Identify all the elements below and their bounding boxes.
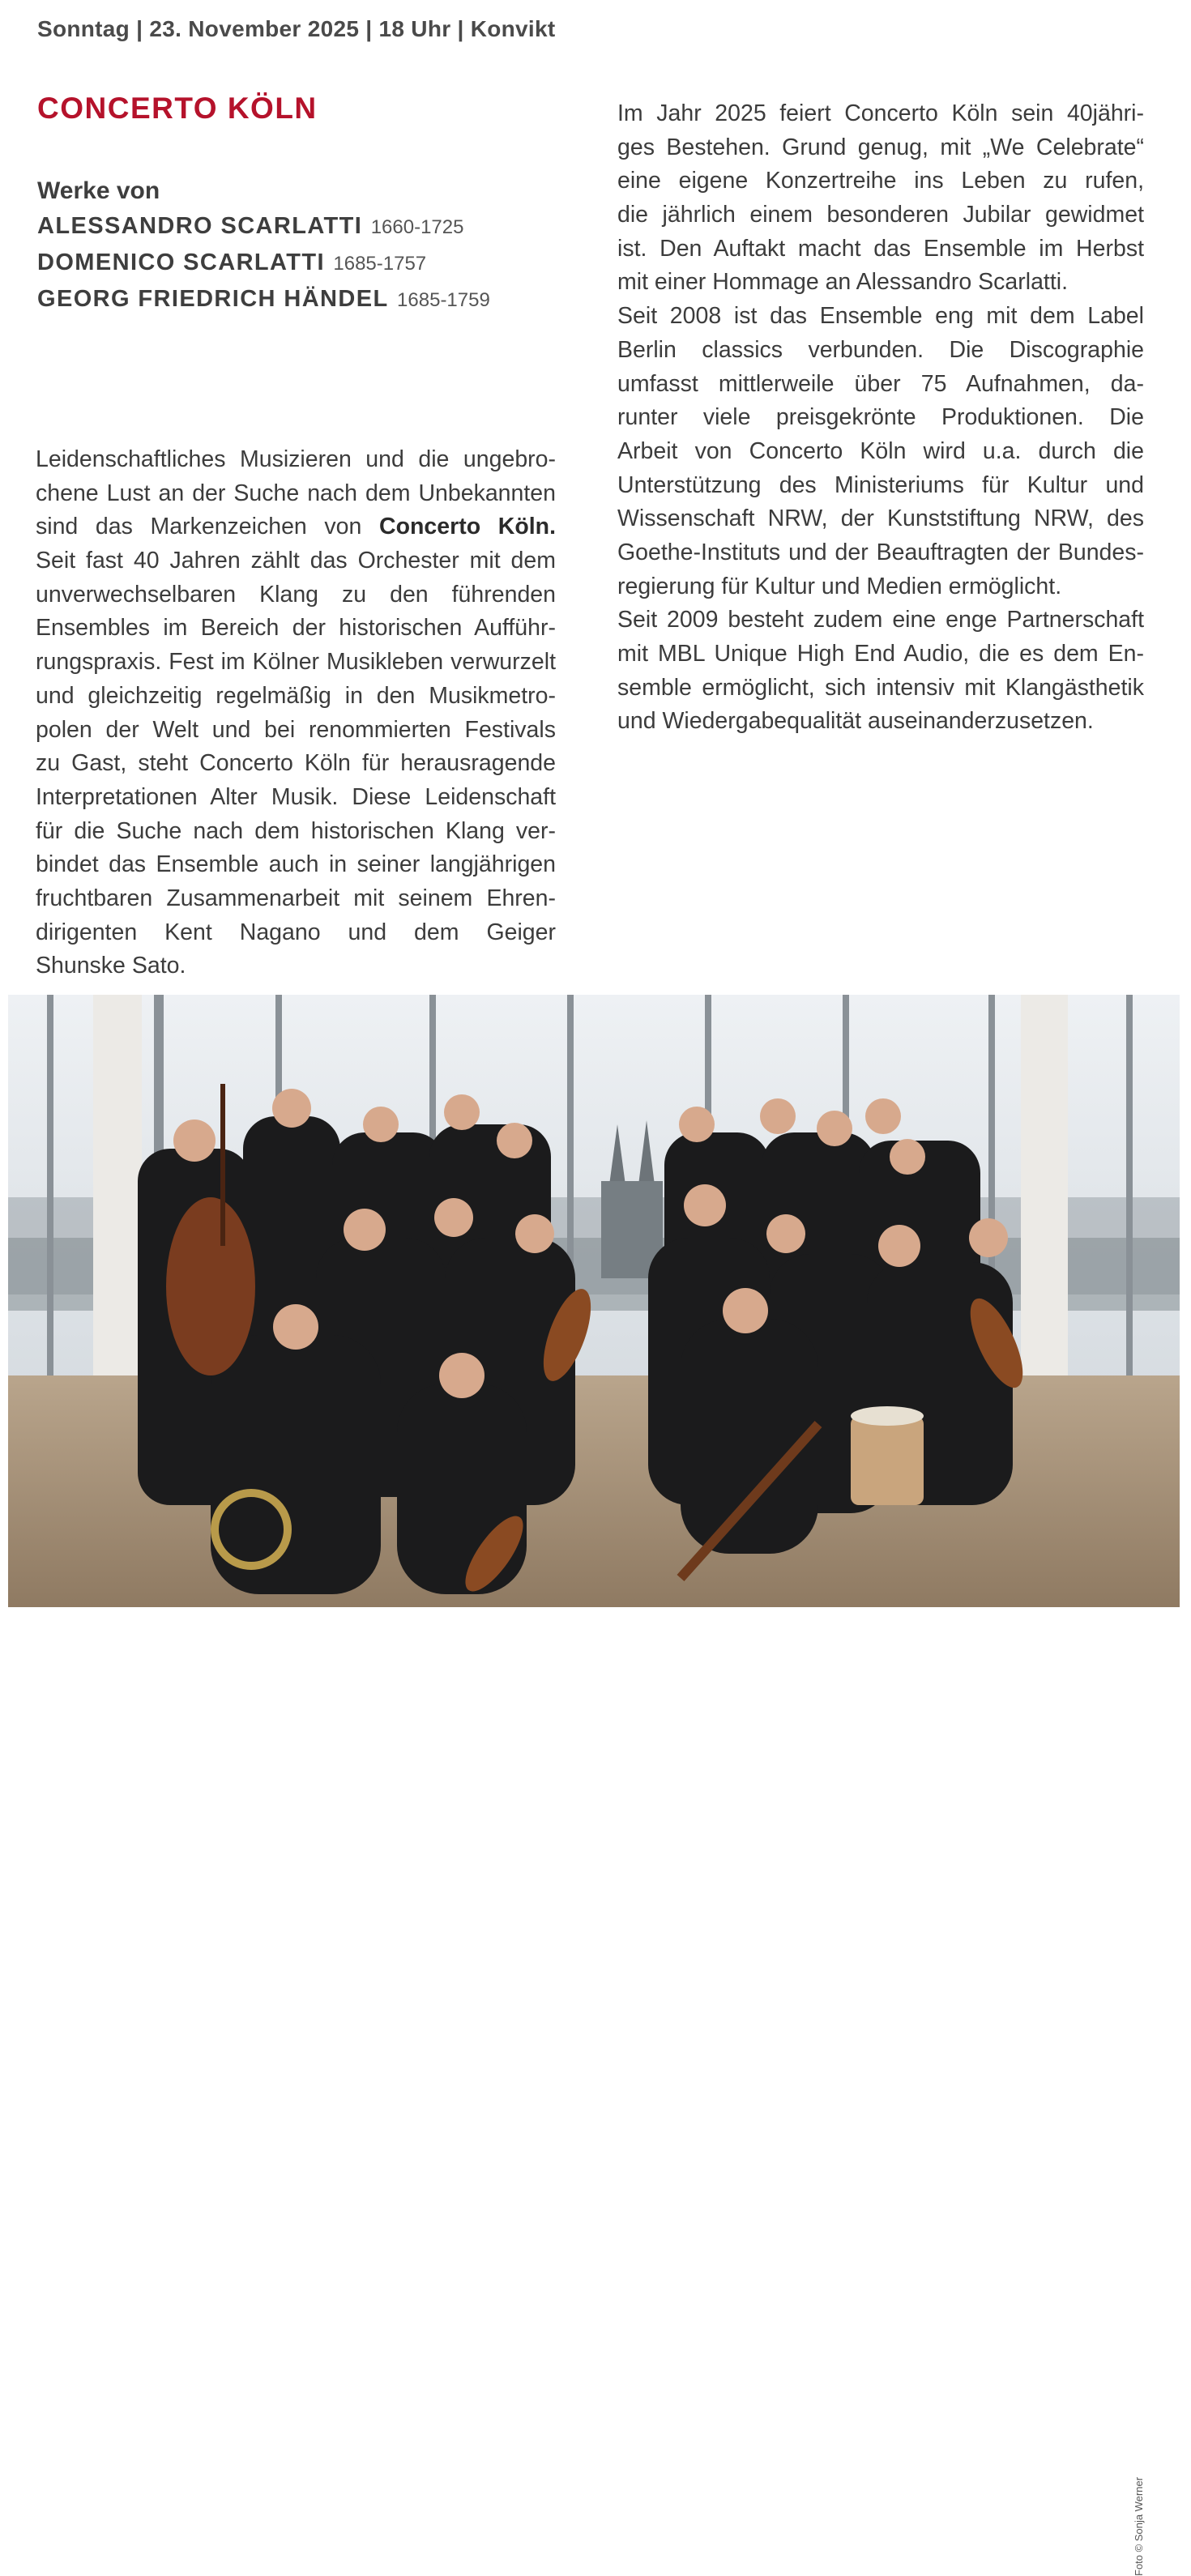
composer-row [37,245,572,281]
text-line: ist. Den Auftakt macht das Ensemble im Herbst [617,235,1144,262]
composer-name: GEORG FRIEDRICH HÄNDEL [37,286,389,312]
text-line: Unterstützung des Ministeriums für Kultur und [617,471,1144,498]
text-line: eine eigene Konzertreihe ins Leben zu rufen, [617,168,1144,194]
text-line: regierung für Kultur und Medien ermöglicht. [617,573,1062,599]
text-line: bindet das Ensemble auch in seiner langjährigen [36,851,556,878]
text-line: ges Bestehen. Grund genug, mit „We Celebrate“ [617,134,1144,160]
page-title: CONCERTO KÖLN [37,92,318,125]
text-line: Shunske Sato. [36,953,186,979]
works-intro: Werke von [37,177,160,204]
text-line: fruchtbaren Zusammenarbeit mit seinem Ehren- [36,885,556,911]
text-line: mit einer Hommage an Alessandro Scarlatti. [617,269,1069,296]
text-line: Seit fast 40 Jahren zählt das Orchester mit dem [36,548,556,574]
text-segment: sind das Markenzeichen von [36,514,380,540]
text-line: dirigenten Kent Nagano und dem Geiger [36,919,556,945]
works-list [37,174,572,318]
text-line: Interpretationen Alter Musik. Diese Leidenschaft [36,783,556,810]
text-line: polen der Welt und bei renommierten Festivals [36,716,556,743]
text-line: Goethe-Instituts und der Beauftragten der Bundes- [617,539,1144,565]
ensemble-photo [8,995,1180,2576]
event-date-header: Sonntag | 23. November 2025 | 18 Uhr | Konvikt [37,16,556,41]
text-line: Berlin classics verbunden. Die Discographie [617,336,1144,363]
composer-dates: 1660-1725 [370,216,464,238]
text-line: Leidenschaftliches Musizieren und die ungebro- [36,446,556,472]
text-line: chene Lust an der Suche nach dem Unbekannten [36,480,556,506]
photo-credit: Foto © Sonja Werner [1133,2476,1145,2576]
text-line: Arbeit von Concerto Köln wird u.a. durch die [617,437,1144,464]
anniversary-description [617,97,1144,739]
text-line: Seit 2009 besteht zudem eine enge Partnerschaft [617,607,1144,633]
text-line: für die Suche nach dem historischen Klang ver- [36,817,556,844]
text-line: rungspraxis. Fest im Kölner Musikleben verwurzelt [36,649,556,676]
text-line: umfasst mittlerweile über 75 Aufnahmen, da- [617,370,1144,397]
composer-row [37,281,572,318]
text-line: Im Jahr 2025 feiert Concerto Köln sein 40jähri- [617,100,1144,126]
composer-name: DOMENICO SCARLATTI [37,249,325,275]
composer-row [37,208,572,245]
text-line: zu Gast, steht Concerto Köln für herausragende [36,750,556,777]
text-line: runter viele preisgekrönte Produktionen. Die [617,404,1144,431]
composer-dates: 1685-1757 [333,253,427,275]
text-line: Ensembles im Bereich der historischen Aufführ- [36,615,556,642]
text-line: die jährlich einem besonderen Jubilar gewidmet [617,202,1144,228]
text-line: semble ermöglicht, sich intensiv mit Klangästhetik [617,674,1144,701]
ensemble-description [36,443,556,983]
composer-dates: 1685-1759 [397,289,490,311]
text-line: und Wiedergabequalität auseinanderzusetzen. [617,708,1094,735]
text-line: und gleichzeitig regelmäßig in den Musikmetro- [36,682,556,709]
text-line [36,510,556,544]
text-line: Wissenschaft NRW, der Kunststiftung NRW, des [617,505,1144,532]
composer-name: ALESSANDRO SCARLATTI [37,213,363,239]
ensemble-name-bold: Concerto Köln. [379,514,557,540]
text-line: mit MBL Unique High End Audio, die es dem En- [617,641,1144,667]
text-line: unverwechselbaren Klang zu den führenden [36,581,556,608]
text-line: Seit 2008 ist das Ensemble eng mit dem Label [617,303,1144,330]
